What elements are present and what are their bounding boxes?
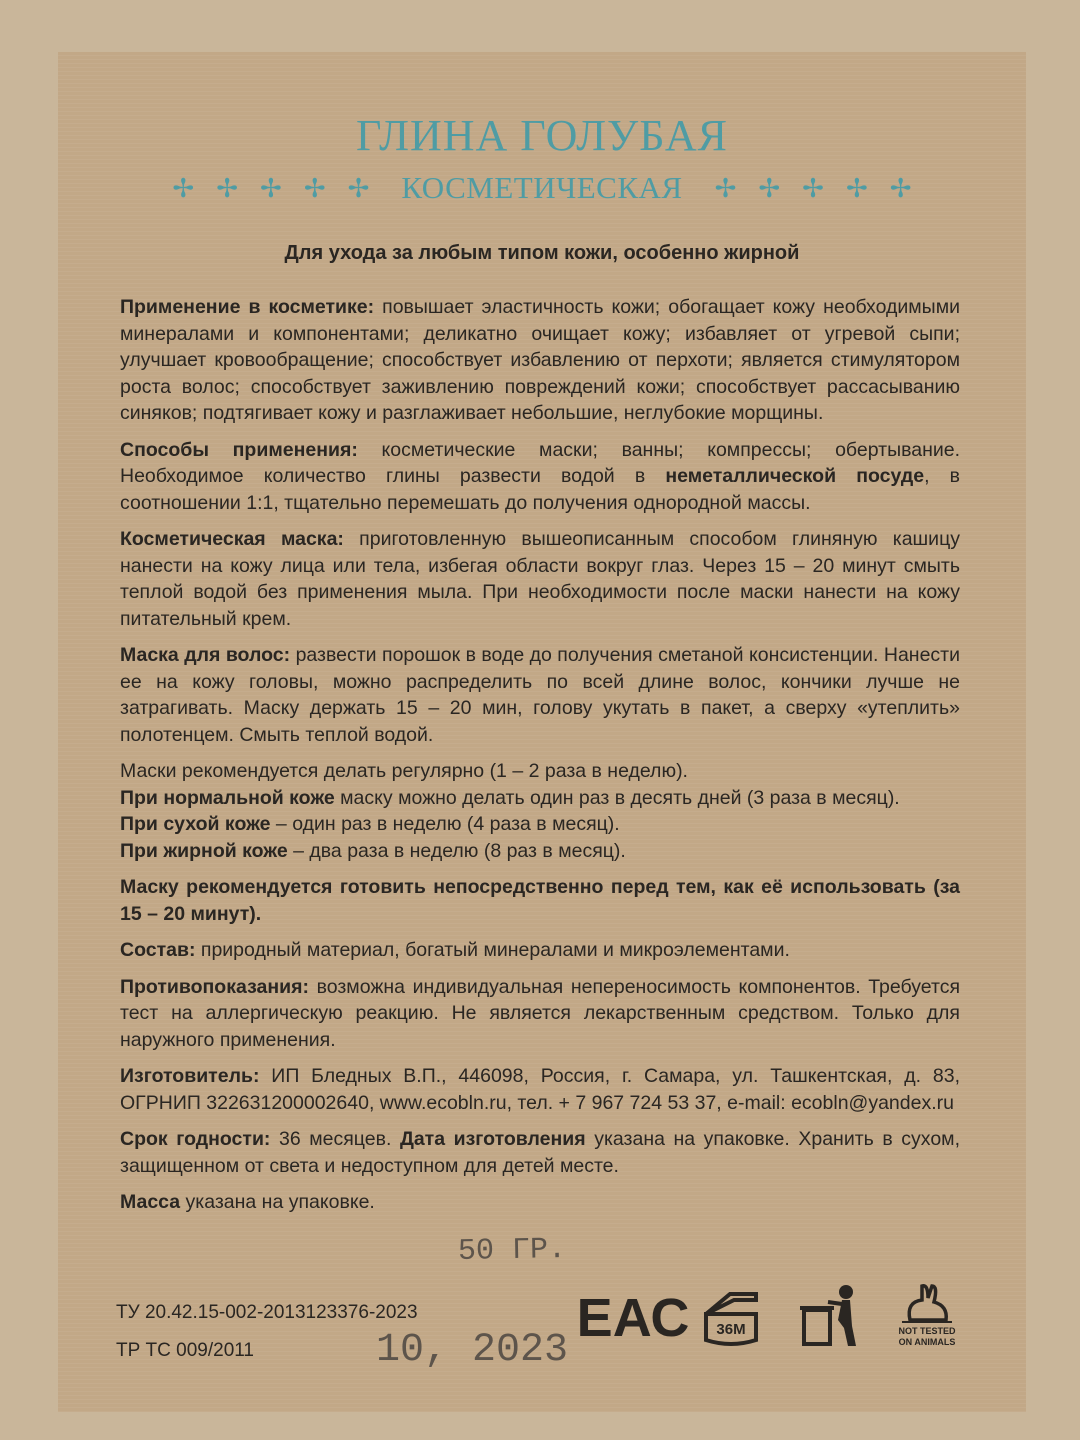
ornament-icon: ✢ (303, 172, 326, 203)
methods-text-2: , в соотношении 1:1, тщательно перемешать до получения однородной массы. (120, 465, 960, 514)
ornament-icon: ✢ (802, 172, 824, 203)
subtitle-row (58, 170, 1026, 206)
manufacturer-paragraph (120, 1063, 960, 1116)
ornament-icon: ✢ (216, 172, 239, 203)
face-mask-heading: Косметическая маска: (120, 528, 344, 550)
normal-skin-text: маску можно делать один раз в десять дней (3 раза в месяц). (334, 786, 900, 809)
product-label (58, 52, 1026, 1412)
shelf-life-text-2: указана на упаковке. Хранить в сухом, защищенном от света и недоступном для детей месте. (120, 1128, 960, 1177)
frequency-line: Маски рекомендуется делать регулярно (1 – 2 раза в неделю). (120, 760, 688, 782)
oily-skin-heading: При жирной коже (120, 839, 288, 862)
methods-bold: неметаллической посуде (665, 465, 925, 487)
contraindications-paragraph (120, 974, 960, 1054)
face-mask-text: приготовленную вышеописанным способом глиняную кашицу нанести на кожу лица или тела, избегая области вокруг глаз. Через 15 – 20 минут смыть теплой водой без применения мыла. При необходимости после маски нанести на кожу питательный крем. (120, 528, 960, 630)
shelf-life-paragraph (120, 1126, 960, 1179)
ornament-icon: ✢ (758, 172, 781, 203)
shelf-life-mark: 36M (716, 1321, 746, 1338)
ornament-icon: ✢ (714, 172, 737, 203)
hair-mask-heading: Маска для волос: (120, 644, 291, 666)
not-tested-text-1: NOT TESTED (898, 1326, 956, 1336)
shelf-life-text: 36 месяцев. (270, 1128, 400, 1150)
mass-paragraph (120, 1189, 960, 1216)
product-subtitle: КОСМЕТИЧЕСКАЯ (401, 170, 683, 205)
ornament-icon: ✢ (260, 172, 282, 203)
ornament-icon: ✢ (347, 172, 370, 203)
frequency-paragraph (120, 758, 960, 864)
eac-mark: ЕАС (576, 1288, 690, 1348)
composition-heading: Состав: (120, 939, 196, 961)
ornament-group-right (715, 173, 912, 204)
normal-skin-heading: При нормальной коже (120, 786, 335, 809)
date-stamp: 10, 2023 (376, 1328, 569, 1373)
ornament-icon: ✢ (845, 172, 868, 203)
composition-paragraph (120, 937, 960, 964)
not-tested-on-animals-icon (892, 1280, 962, 1350)
application-heading: Применение в косметике: (120, 296, 375, 318)
eac-icon (576, 1280, 690, 1350)
certification-icons (576, 1280, 962, 1350)
application-paragraph (120, 294, 960, 427)
application-text: повышает эластичность кожи; обогащает кожу необходимыми минералами и компонентами; деликатно очищает кожу; избавляет от угревой сыпи; улучшает кровообращение; способствует избавлению от перхоти; является стимулятором роста волос; способствует заживлению повреждений кожи; способствует рассасыванию синяков; подтягивает кожу и разглаживает небольшие, неглубокие морщины. (120, 296, 960, 424)
not-tested-text-2: ON ANIMALS (898, 1337, 956, 1347)
composition-text: природный материал, богатый минералами и микроэлементами. (195, 939, 790, 961)
ornament-icon: ✢ (172, 172, 195, 203)
tu-standard: ТУ 20.42.15-002-2013123376-2023 (116, 1302, 418, 1323)
methods-text: косметические маски; ванны; компрессы; обертывание. Необходимое количество глины развести водой в (120, 438, 960, 487)
prepare-note (120, 874, 960, 927)
hair-mask-paragraph (120, 642, 960, 748)
ornament-icon: ✢ (889, 172, 912, 203)
tr-standard: ТР ТС 009/2011 (116, 1340, 255, 1361)
mass-heading: Масса (120, 1191, 181, 1213)
face-mask-paragraph (120, 526, 960, 632)
prepare-note-text: Маску рекомендуется готовить непосредственно перед тем, как её использовать (за 15 – 20 минут). (120, 876, 960, 925)
contraindications-heading: Противопоказания: (120, 975, 309, 998)
hair-mask-text: развести порошок в воде до получения сметаной консистенции. Нанести ее на кожу головы, можно распределить по всей длине волос, кончики лучше не затрагивать. Маску держать 15 – 20 мин, голову укутать в пакет, а сверху «утеплить» полотенцем. Смыть теплой водой. (120, 644, 960, 746)
manufacture-date-heading: Дата изготовления (399, 1128, 586, 1150)
methods-paragraph (120, 437, 960, 517)
tidyman-icon (794, 1280, 864, 1350)
manufacturer-heading: Изготовитель: (120, 1065, 260, 1087)
label-body (120, 294, 960, 1226)
shelf-life-heading: Срок годности: (120, 1128, 271, 1150)
product-title: ГЛИНА ГОЛУБАЯ (355, 111, 729, 160)
tagline: Для ухода за любым типом кожи, особенно жирной (284, 242, 800, 264)
dry-skin-heading: При сухой коже (120, 813, 271, 835)
oily-skin-text: – два раза в неделю (8 раз в месяц). (287, 839, 626, 862)
contraindications-text: возможна индивидуальная непереносимость компонентов. Требуется тест на аллергическую реакцию. Не является лекарственным средством. Только для наружного применения. (120, 975, 960, 1051)
manufacturer-text: ИП Бледных В.П., 446098, Россия, г. Самара, ул. Ташкентская, д. 83, ОГРНИП 322631200002640, www.ecobln.ru, тел. + 7 967 724 53 37, e-mail: ecobln@yandex.ru (120, 1065, 960, 1114)
ornament-group-left (172, 173, 369, 204)
dry-skin-text: – один раз в неделю (4 раза в месяц). (270, 813, 620, 835)
weight-stamp: 50 ГР. (457, 1233, 567, 1269)
methods-heading: Способы применения: (120, 438, 358, 461)
mass-text: указана на упаковке. (180, 1191, 375, 1213)
shelf-life-icon (696, 1280, 766, 1350)
